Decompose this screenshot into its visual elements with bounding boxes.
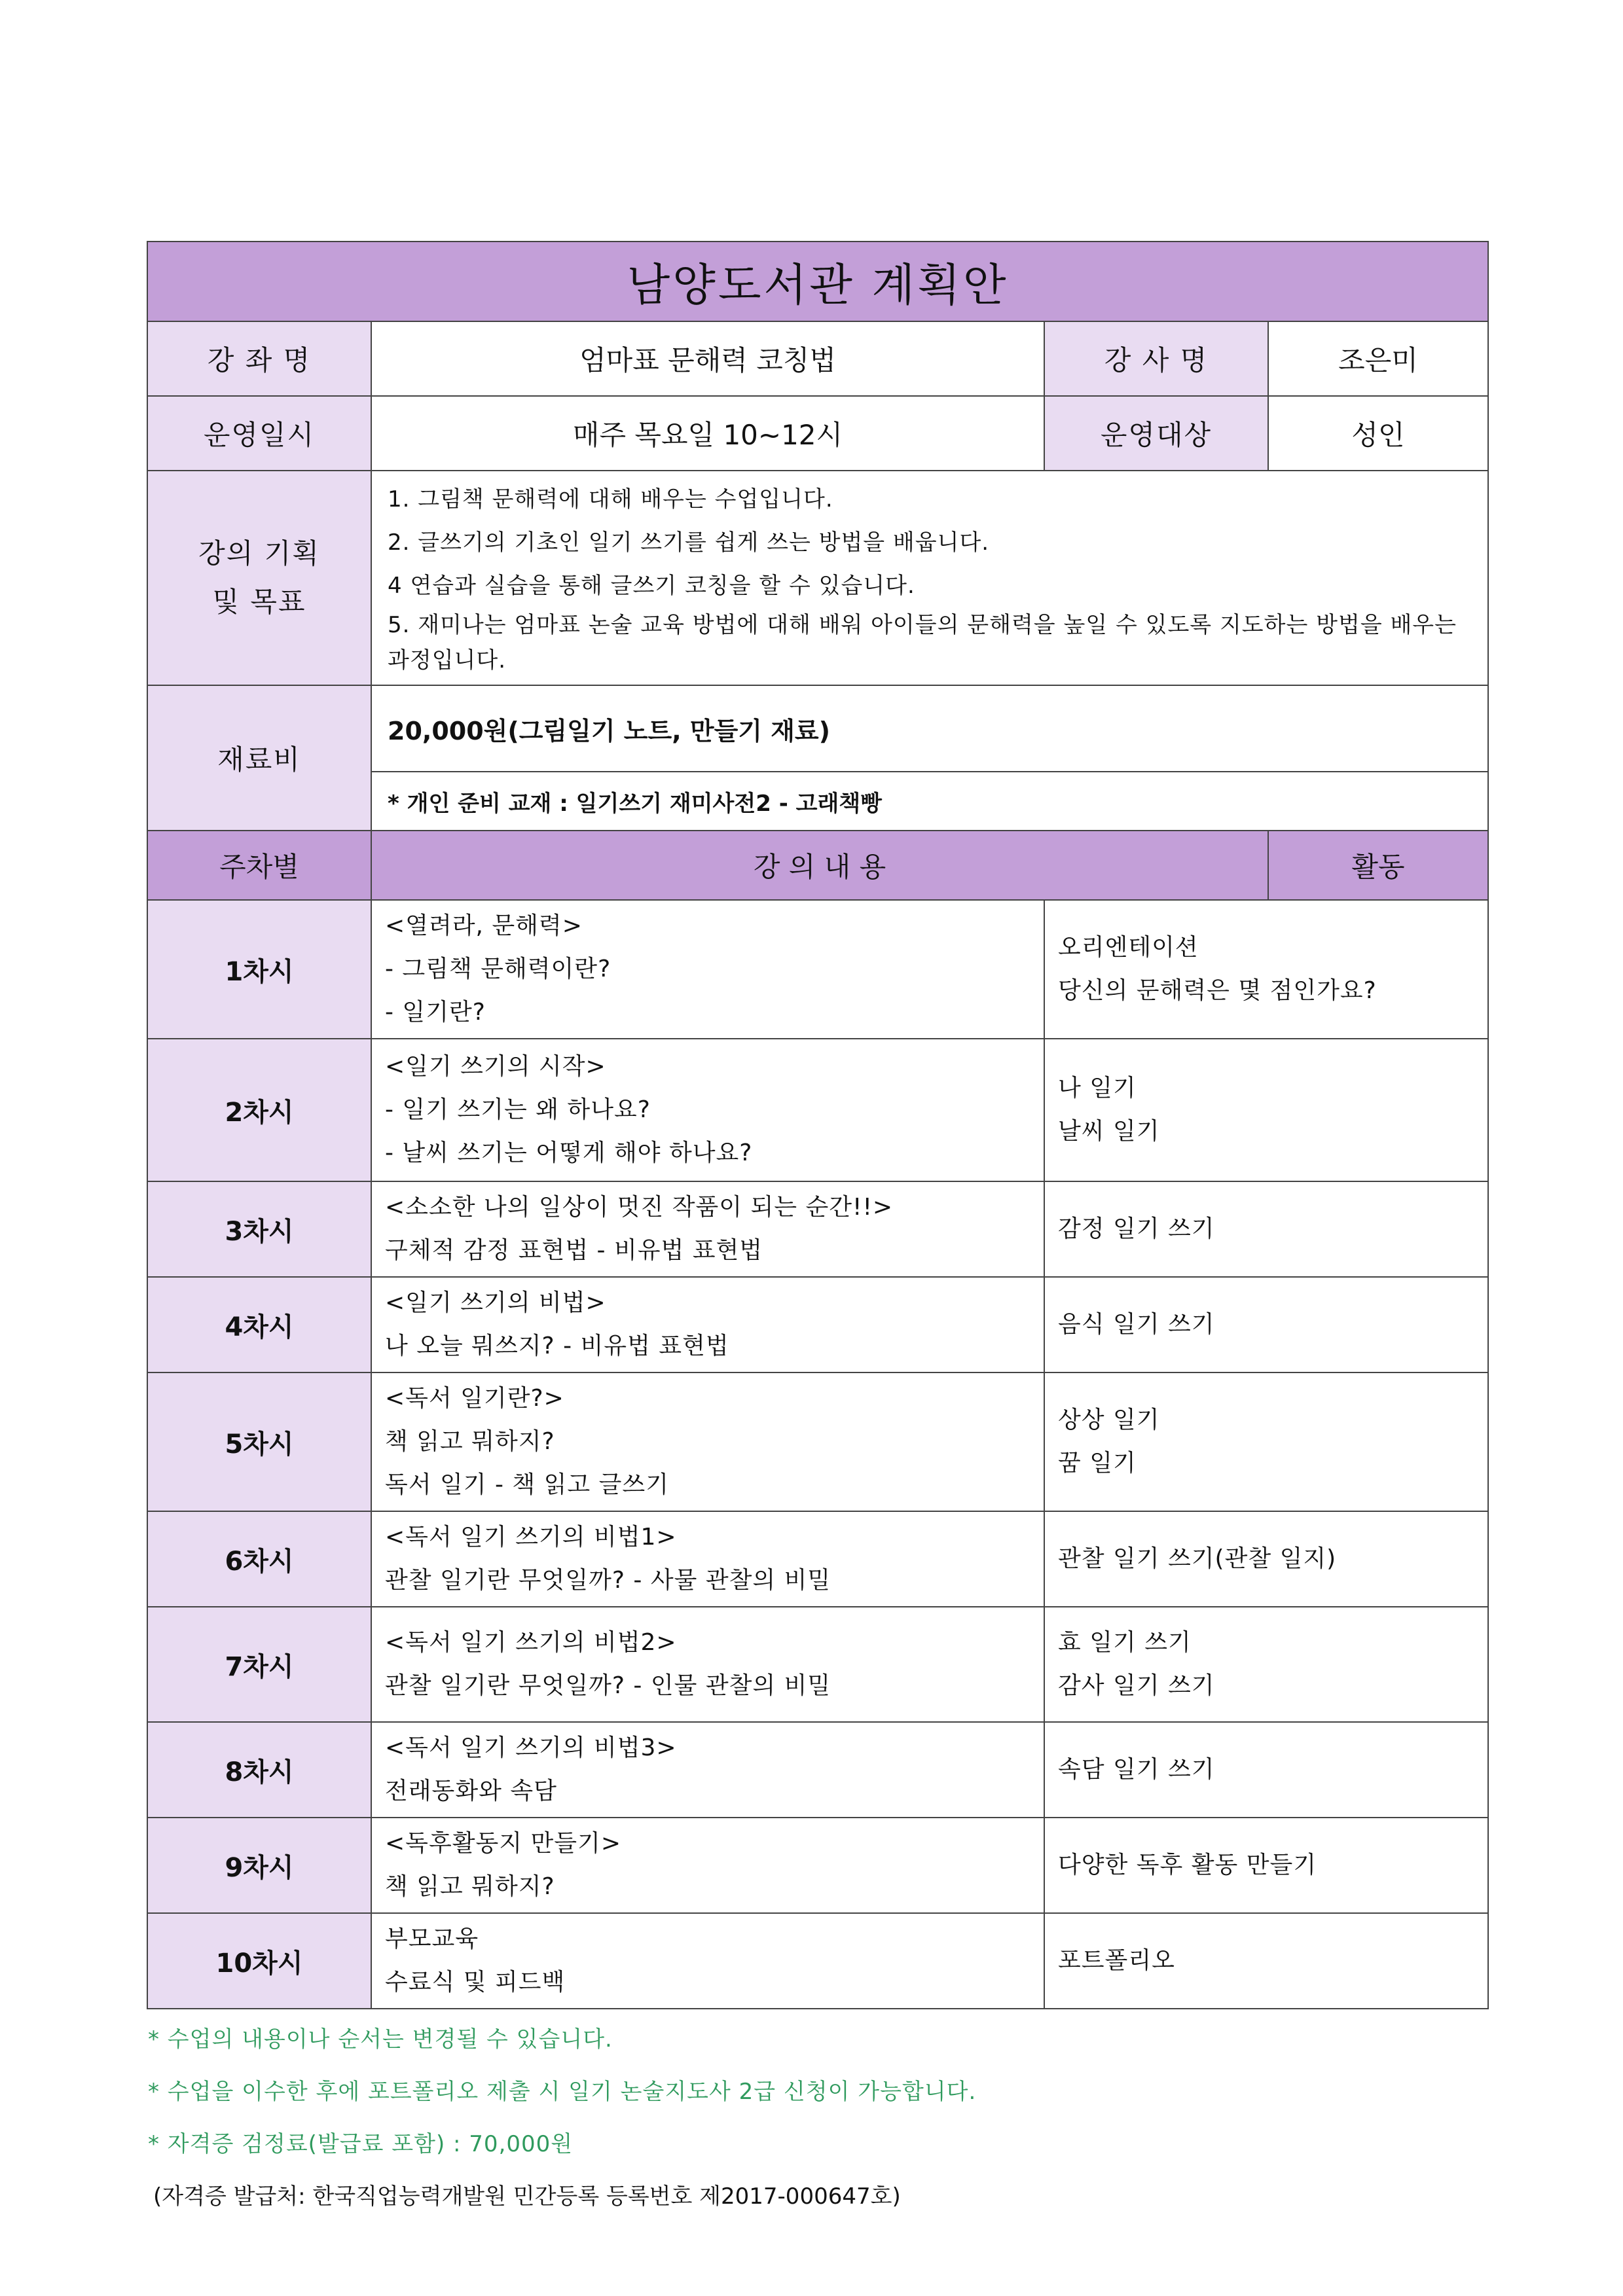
session-content [371,1277,1044,1372]
session-activity [1044,1277,1488,1372]
session-activity-line: 감사 일기 쓰기 [1058,1672,1215,1699]
session-week: 7차시 [147,1607,371,1722]
goal-item: 5. 재미나는 엄마표 논술 교육 방법에 대해 배워 아이들의 문해력을 높일 수 있도록 지도하는 방법을 배우는 과정입니다. [388,612,1457,673]
session-week: 2차시 [147,1039,371,1181]
session-row [147,1607,1488,1722]
session-content [371,1722,1044,1818]
session-content-line: <열려라, 문해력> [385,912,583,939]
session-row [147,1722,1488,1818]
session-content-line: 책 읽고 뭐하지? [385,1428,555,1455]
session-week: 9차시 [147,1818,371,1913]
sessions-table [147,899,1489,2009]
schedule-label: 운영일시 [147,396,371,471]
session-content [371,1818,1044,1913]
session-content [371,900,1044,1039]
activity-header: 활동 [1268,831,1488,900]
session-activity-line: 나 일기 [1058,1075,1137,1102]
session-activity-line: 오리엔테이션 [1058,934,1199,961]
goals-label [147,471,371,685]
session-content-line: <독서 일기란?> [385,1385,564,1412]
session-activity-line: 당신의 문해력은 몇 점인가요? [1058,977,1377,1004]
session-row [147,1181,1488,1277]
session-content-line: - 일기란? [385,999,486,1026]
issuer-note: (자격증 발급처: 한국직업능력개발원 민간등록 등록번호 제2017-000647호) [153,2183,901,2210]
session-content-line: <독서 일기 쓰기의 비법3> [385,1734,677,1761]
session-content [371,1913,1044,2009]
note-line: * 수업의 내용이나 순서는 변경될 수 있습니다. [148,2026,613,2053]
session-activity [1044,1181,1488,1277]
session-row [147,1511,1488,1607]
session-content-line: <독서 일기 쓰기의 비법2> [385,1629,677,1656]
session-content-line: 부모교육 [385,1926,479,1952]
course-name-label: 강 좌 명 [147,321,371,396]
session-content [371,1181,1044,1277]
session-content [371,1039,1044,1181]
document-title: 남양도서관 계획안 [147,242,1488,321]
session-row [147,1913,1488,2009]
session-row [147,1039,1488,1181]
goals-content [371,471,1488,685]
session-content-line: 전래동화와 속담 [385,1778,557,1804]
session-row [147,1818,1488,1913]
session-content-line: <일기 쓰기의 비법> [385,1289,606,1316]
note-line: * 자격증 검정료(발급료 포함) : 70,000원 [148,2131,574,2157]
session-content-line: <독서 일기 쓰기의 비법1> [385,1524,677,1551]
target-label: 운영대상 [1044,396,1268,471]
session-content-line: 나 오늘 뭐쓰지? - 비유법 표현법 [385,1333,729,1359]
session-content-line: - 날씨 쓰기는 어떻게 해야 하나요? [385,1139,753,1166]
goal-item: 2. 글쓰기의 기초인 일기 쓰기를 쉽게 쓰는 방법을 배웁니다. [388,529,990,556]
textbook-note: * 개인 준비 교재 : 일기쓰기 재미사전2 - 고래책빵 [371,772,1488,831]
session-row [147,900,1488,1039]
session-activity [1044,900,1488,1039]
session-week: 10차시 [147,1913,371,2009]
session-content-line: 수료식 및 피드백 [385,1969,566,1996]
session-content-line: - 그림책 문해력이란? [385,956,611,982]
session-content-line: 책 읽고 뭐하지? [385,1873,555,1900]
session-activity-line: 음식 일기 쓰기 [1058,1311,1215,1338]
plan-document [147,241,1487,2223]
week-header: 주차별 [147,831,371,900]
session-activity-line: 포트폴리오 [1058,1947,1175,1974]
session-row [147,1372,1488,1511]
session-week: 4차시 [147,1277,371,1372]
session-activity-line: 날씨 일기 [1058,1118,1160,1145]
session-content [371,1607,1044,1722]
session-activity [1044,1818,1488,1913]
session-content-line: <독후활동지 만들기> [385,1830,621,1857]
course-name-value: 엄마표 문해력 코칭법 [371,321,1044,396]
session-content-line: - 일기 쓰기는 왜 하나요? [385,1096,651,1123]
session-activity [1044,1511,1488,1607]
session-content [371,1372,1044,1511]
session-activity-line: 속담 일기 쓰기 [1058,1756,1215,1783]
session-week: 8차시 [147,1722,371,1818]
session-activity [1044,1607,1488,1722]
session-week: 3차시 [147,1181,371,1277]
materials-label: 재료비 [147,685,371,831]
material-fee: 20,000원(그림일기 노트, 만들기 재료) [371,685,1488,772]
session-activity-line: 감정 일기 쓰기 [1058,1215,1215,1242]
session-week: 6차시 [147,1511,371,1607]
session-activity-line: 다양한 독후 활동 만들기 [1058,1852,1317,1878]
session-week: 1차시 [147,900,371,1039]
notes-section [147,2013,1487,2223]
session-content [371,1511,1044,1607]
session-week: 5차시 [147,1372,371,1511]
session-activity [1044,1039,1488,1181]
plan-table [147,241,1489,901]
instructor-value: 조은미 [1268,321,1488,396]
goals-label-line1: 강의 기획 [198,537,320,569]
goal-item: 1. 그림책 문해력에 대해 배우는 수업입니다. [388,486,833,512]
session-activity-line: 상상 일기 [1058,1407,1160,1433]
note-line: * 수업을 이수한 후에 포트폴리오 제출 시 일기 논술지도사 2급 신청이 가능합니다. [148,2079,977,2105]
session-activity [1044,1913,1488,2009]
session-content-line: <소소한 나의 일상이 멋진 작품이 되는 순간!!> [385,1194,894,1221]
content-header: 강 의 내 용 [371,831,1268,900]
session-content-line: 독서 일기 - 책 읽고 글쓰기 [385,1471,669,1498]
session-activity-line: 효 일기 쓰기 [1058,1629,1192,1656]
session-activity [1044,1372,1488,1511]
goal-item: 4 연습과 실습을 통해 글쓰기 코칭을 할 수 있습니다. [388,573,915,599]
instructor-label: 강 사 명 [1044,321,1268,396]
session-activity-line: 관찰 일기 쓰기(관찰 일지) [1058,1545,1337,1572]
session-row [147,1277,1488,1372]
session-content-line: <일기 쓰기의 시작> [385,1053,606,1080]
goals-label-line2: 및 목표 [212,586,306,618]
session-content-line: 관찰 일기란 무엇일까? - 인물 관찰의 비밀 [385,1672,831,1699]
schedule-value: 매주 목요일 10~12시 [371,396,1044,471]
session-content-line: 관찰 일기란 무엇일까? - 사물 관찰의 비밀 [385,1567,831,1594]
session-activity [1044,1722,1488,1818]
session-activity-line: 꿈 일기 [1058,1450,1137,1477]
target-value: 성인 [1268,396,1488,471]
session-content-line: 구체적 감정 표현법 - 비유법 표현법 [385,1237,763,1264]
